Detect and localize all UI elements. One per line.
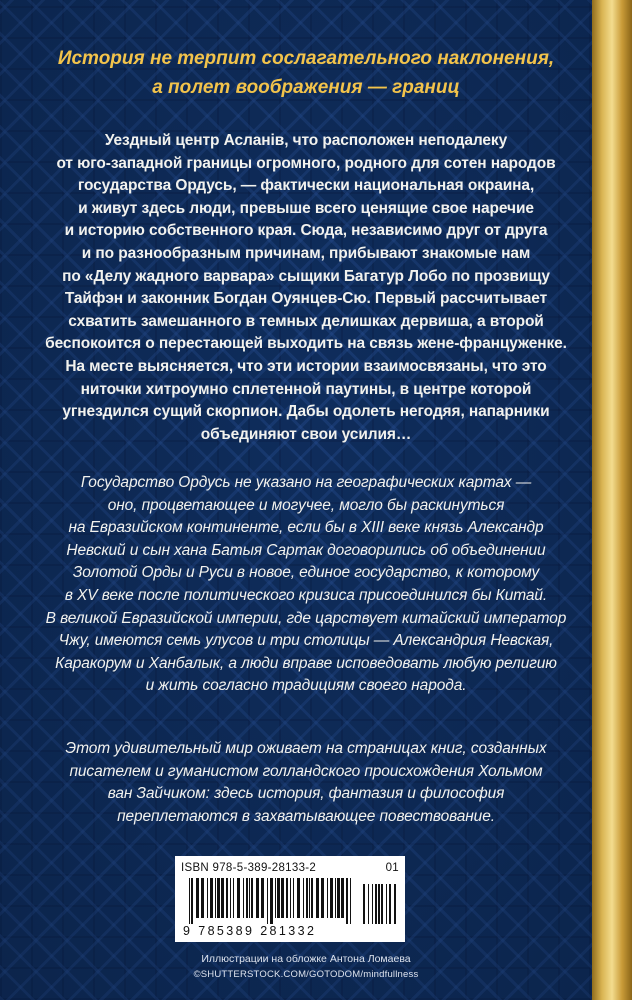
text-line: переплетаются в захватывающее повествование. — [117, 807, 495, 825]
addon-bar — [378, 884, 380, 924]
world-description-paragraph — [20, 472, 592, 698]
text-line: и историю собственного края. Сюда, независимо друг от друга — [64, 222, 548, 240]
text-line: Этот удивительный мир оживает на страницах книг, созданных — [65, 740, 547, 757]
barcode-bar — [286, 878, 288, 918]
text-line: беспокоится о перестающей выходить на связь жене-француженке. — [45, 335, 567, 353]
isbn-text: ISBN 978-5-389-28133-2 — [181, 862, 317, 874]
text-line: угнездился сущий скорпион. Дабы одолеть негодяя, напарники — [62, 403, 550, 421]
barcode-bar — [196, 878, 199, 918]
tagline-line: а полет воображения — границ — [152, 77, 460, 98]
barcode-bar — [191, 878, 193, 924]
barcode-bar — [189, 878, 190, 924]
barcode-bar — [230, 878, 231, 918]
barcode-bar — [277, 878, 280, 918]
barcode-bar — [270, 878, 273, 924]
addon-bar — [363, 884, 365, 924]
text-line: Чжу, имеются семь улусов и три столицы — Александрия Невская, — [58, 632, 554, 650]
barcode-bar — [217, 878, 220, 918]
text-line: по «Делу жадного варвара» сыщики Багатур Лобо по прозвищу — [62, 267, 550, 285]
barcode-bar — [281, 878, 284, 918]
text-line: схватить замешанного в темных делишках дервиша, а второй — [68, 312, 544, 330]
stock-credit: ©SHUTTERSTOCK.COM/GOTODOM/mindfullness — [193, 969, 419, 980]
barcode-bar — [293, 878, 294, 918]
barcode-bar — [243, 878, 244, 918]
barcode-bar — [215, 878, 216, 918]
barcode-bar — [221, 878, 224, 918]
barcode-graphic — [181, 878, 399, 924]
addon-bar — [368, 884, 369, 924]
text-line: Уездный центр Асланiв, что расположен неподалеку — [104, 132, 508, 149]
barcode-bar — [251, 878, 253, 918]
barcode-bar — [311, 878, 313, 918]
text-line: В великой Евразийской империи, где царствует китайский император — [45, 609, 567, 627]
ean-digits: 9 785389 281332 — [183, 924, 317, 938]
text-line: ван Зайчиком: здесь история, фантазия и философия — [107, 785, 505, 803]
credits — [20, 952, 592, 982]
barcode-bar — [226, 878, 228, 918]
text-line: и по разнообразным причинам, прибывают знакомые нам — [81, 244, 531, 262]
text-line: от юго-западной границы огромного, родного для сотен народов — [56, 154, 556, 172]
barcode-bar — [246, 878, 248, 918]
barcode-bar — [275, 878, 276, 918]
barcode-bar — [297, 878, 300, 918]
text-line: Тайфэн и законник Богдан Оуянцев-Сю. Первый рассчитывает — [64, 290, 548, 308]
isbn-row — [181, 860, 399, 876]
barcode-bar — [256, 878, 259, 918]
text-line: и живут здесь люди, превыше всего ценящие свое наречие — [78, 199, 534, 217]
tagline — [20, 44, 592, 102]
barcode-bar — [327, 878, 328, 918]
text-line: Золотой Орды и Руси в новое, единое государство, к которому — [72, 564, 540, 582]
barcode-bar — [316, 878, 319, 918]
addon-bar — [381, 884, 383, 924]
barcode-bar — [249, 878, 250, 918]
addon-bar — [372, 884, 373, 924]
barcode-bar — [201, 878, 204, 918]
barcode-bar — [335, 878, 336, 918]
barcode-bar — [290, 878, 291, 918]
illustrations-credit: Иллюстрации на обложке Антона Ломаева — [201, 953, 411, 965]
barcode-bars — [181, 878, 399, 924]
author-paragraph — [20, 738, 592, 828]
barcode-bar — [233, 878, 234, 918]
text-line: государства Ордусь, — фактически национальная окраина, — [77, 177, 535, 195]
text-line: Невский и сын хана Батыя Сартак договорились об объединении — [66, 541, 546, 559]
text-line: Государство Ордусь не указано на географических картах — — [80, 474, 532, 491]
tagline-line: История не терпит сослагательного наклонения, — [57, 48, 555, 69]
barcode-bar — [341, 878, 344, 918]
barcode-block — [175, 856, 405, 942]
barcode-bar — [303, 878, 304, 918]
barcode-bar — [330, 878, 333, 918]
barcode-bar — [237, 878, 240, 918]
barcode-bar — [309, 878, 310, 918]
text-line: оно, процветающее и могучее, могло бы раскинуться — [107, 496, 505, 514]
barcode-bar — [207, 878, 208, 918]
addon-bar — [386, 884, 387, 924]
addon-bar — [389, 884, 391, 924]
barcode-bar — [210, 878, 213, 918]
barcode-bar — [306, 878, 308, 918]
text-line: На месте выясняется, что эти истории взаимосвязаны, что это — [65, 357, 547, 375]
barcode-bar — [350, 878, 351, 924]
addon-bar — [394, 884, 396, 924]
barcode-bar — [346, 878, 348, 924]
text-line: писателем и гуманистом голландского происхождения Хольмом — [69, 762, 543, 780]
text-line: ниточки хитроумно сплетенной паутины, в центре которой — [80, 380, 532, 398]
text-line: Каракорум и Ханбалык, а люди вправе исповедовать любую религию — [55, 654, 557, 672]
text-line: и жить согласно традициям своего народа. — [145, 677, 467, 695]
barcode-bar — [261, 878, 264, 918]
barcode-bar — [267, 878, 268, 924]
text-line: в XV веке после политического кризиса присоединился бы Китай. — [64, 586, 548, 604]
text-line: объединяют свои усилия… — [200, 425, 412, 443]
text-line: на Евразийском континенте, если бы в XIII веке князь Александр — [68, 519, 544, 537]
barcode-bar — [321, 878, 324, 918]
gold-spine-strip — [592, 0, 632, 1000]
addon-bar — [375, 884, 377, 924]
addon-code: 01 — [385, 862, 399, 874]
barcode-bar — [337, 878, 340, 918]
synopsis-paragraph — [20, 130, 592, 446]
